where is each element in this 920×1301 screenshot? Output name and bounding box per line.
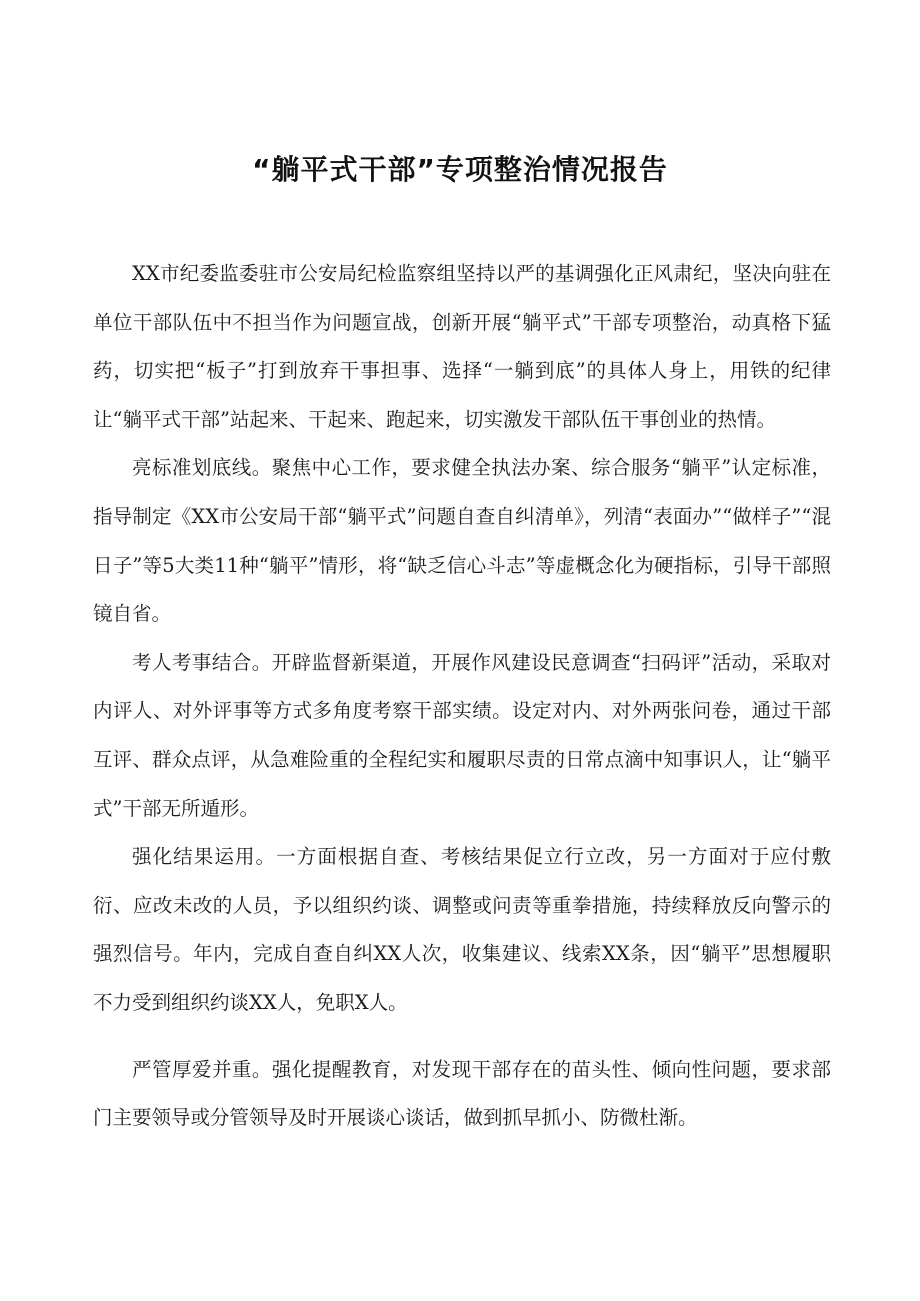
paragraph-management: 严管厚爱并重。强化提醒教育，对发现干部存在的苗头性、倾向性问题，要求部门主要领导或分管领导及时开展谈心谈话，做到抓早抓小、防微杜渐。 — [93, 1057, 831, 1130]
paragraph-results: 强化结果运用。一方面根据自查、考核结果促立行立改，另一方面对于应付敷衍、应改未改的人员，予以组织约谈、调整或问责等重拳措施，持续释放反向警示的强烈信号。年内，完成自查自纠XX人次，收集建议、线索XX条，因“躺平”思想履职不力受到组织约谈XX人，免职X人。 — [93, 845, 831, 1014]
document-body — [93, 250, 831, 1143]
paragraph-assessment: 考人考事结合。开辟监督新渠道，开展作风建设民意调查“扫码评”活动，采取对内评人、对外评事等方式多角度考察干部实绩。设定对内、对外两张问卷，通过干部互评、群众点评，从急难险重的全程纪实和履职尽责的日常点滴中知事识人，让“躺平式”干部无所遁形。 — [93, 650, 831, 820]
paragraph-intro: XX市纪委监委驻市公安局纪检监察组坚持以严的基调强化正风肃纪，坚决向驻在单位干部队伍中不担当作为问题宣战，创新开展“躺平式”干部专项整治，动真格下猛药，切实把“板子”打到放弃干事担事、选择“一躺到底”的具体人身上，用铁的纪律让“躺平式干部”站起来、干起来、跑起来，切实激发干部队伍干事创业的热情。 — [93, 262, 831, 431]
document-title: “躺平式干部”专项整治情况报告 — [252, 153, 668, 186]
paragraph-standards: 亮标准划底线。聚焦中心工作，要求健全执法办案、综合服务“躺平”认定标准，指导制定《XX市公安局干部“躺平式”问题自查自纠清单》，列清“表面办”“做样子”“混日子”等5大类11种“躺平”情形，将“缺乏信心斗志”等虚概念化为硬指标，引导干部照镜自省。 — [93, 456, 831, 626]
